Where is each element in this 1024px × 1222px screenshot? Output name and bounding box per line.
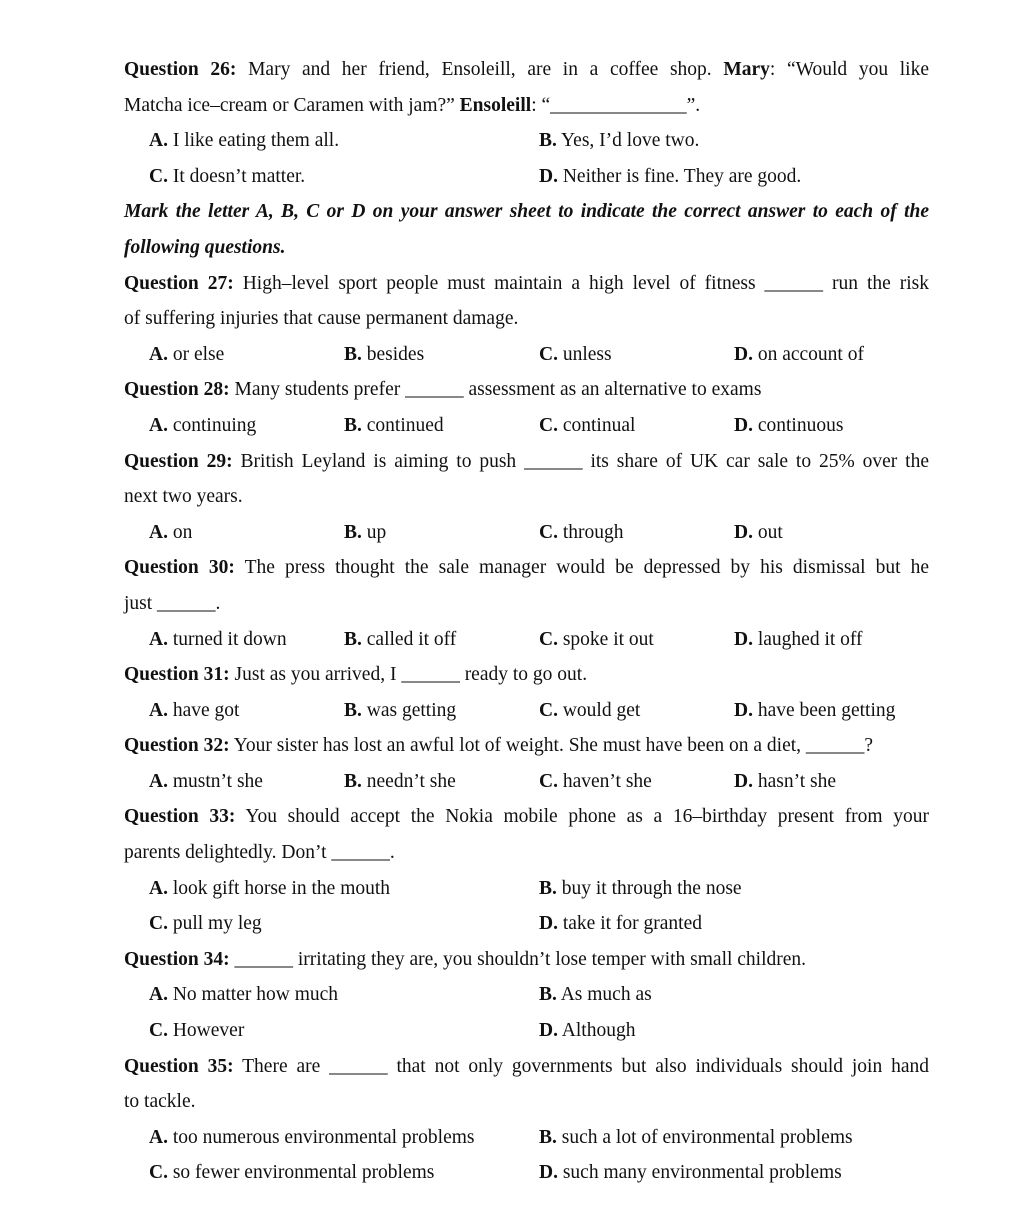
answer-option[interactable] (539, 408, 734, 444)
answer-option[interactable] (539, 159, 929, 195)
instruction-line: Mark the letter A, B, C or D on your answer sheet to indicate the correct answer to each of the (124, 201, 929, 223)
option-text: look gift horse in the mouth (172, 877, 391, 899)
stem-text: of suffering injuries that cause permanent damage. (124, 308, 519, 330)
option-letter: A. (149, 628, 168, 650)
option-letter: C. (149, 913, 168, 935)
option-text: have got (172, 699, 240, 721)
option-letter: B. (344, 699, 362, 721)
question-stem-continued (124, 479, 929, 515)
option-text: through (562, 521, 624, 543)
options-row (124, 515, 929, 551)
question-number: Question 28: (124, 379, 230, 401)
options-row (124, 977, 929, 1013)
question-block (124, 657, 929, 728)
question-block (124, 799, 929, 941)
option-letter: A. (149, 414, 168, 436)
question-stem (124, 266, 929, 302)
answer-option[interactable] (734, 693, 929, 729)
option-letter: C. (149, 1020, 168, 1042)
option-letter: C. (539, 414, 558, 436)
option-text: such a lot of environmental problems (561, 1126, 853, 1148)
question-stem-continued (124, 835, 929, 871)
answer-option[interactable] (539, 871, 929, 907)
options-row (124, 408, 929, 444)
options-row (124, 1155, 929, 1191)
option-text: turned it down (172, 628, 287, 650)
question-stem (124, 942, 929, 978)
option-text: so fewer environmental problems (172, 1162, 435, 1184)
answer-option[interactable] (539, 123, 929, 159)
answer-option[interactable] (734, 515, 929, 551)
option-text: Although (561, 1020, 636, 1042)
option-text: or else (172, 343, 225, 365)
instruction-line: following questions. (124, 236, 286, 258)
stem-text: You should accept the Nokia mobile phone as a 16–birthday present from your (235, 806, 929, 828)
question-number: Question 29: (124, 450, 233, 472)
answer-option[interactable] (734, 337, 929, 373)
question-block (124, 942, 929, 1049)
speaker-name: Mary (723, 59, 770, 80)
answer-option[interactable] (149, 515, 344, 551)
option-letter: B. (344, 343, 362, 365)
answer-option[interactable] (344, 337, 539, 373)
question-stem (124, 550, 929, 586)
option-text: continuing (172, 414, 257, 436)
option-text: such many environmental problems (562, 1162, 842, 1184)
answer-option[interactable] (344, 622, 539, 658)
stem-text: just ______. (124, 592, 221, 614)
options-row (124, 1013, 929, 1049)
question-stem (124, 657, 929, 693)
options-row (124, 871, 929, 907)
answer-option[interactable] (539, 764, 734, 800)
option-text: As much as (560, 984, 652, 1006)
options-row (124, 764, 929, 800)
option-text: laughed it off (757, 628, 863, 650)
option-letter: C. (539, 521, 558, 543)
option-letter: A. (149, 984, 168, 1006)
option-text: However (172, 1020, 245, 1042)
option-letter: B. (344, 414, 362, 436)
question-block (124, 372, 929, 443)
option-text: It doesn’t matter. (172, 165, 306, 187)
question-stem-continued (124, 1084, 929, 1120)
option-text: I like eating them all. (172, 130, 340, 152)
answer-option[interactable] (149, 123, 539, 159)
option-letter: A. (149, 877, 168, 899)
question-number: Question 35: (124, 1055, 234, 1077)
question-stem-continued (124, 301, 929, 337)
stem-text: parents delightedly. Don’t ______. (124, 842, 395, 864)
stem-text: British Leyland is aiming to push ______ its share of UK car sale to 25% over the (232, 450, 929, 472)
option-text: continuous (757, 414, 844, 436)
stem-text: Many students prefer ______ assessment as an alternative to exams (229, 379, 762, 401)
question-number: Question 34: (124, 948, 230, 970)
option-letter: C. (149, 165, 168, 187)
option-letter: A. (149, 1126, 168, 1148)
option-text: continual (562, 414, 636, 436)
option-text: Yes, I’d love two. (561, 130, 700, 152)
stem-text: Mary and her friend, Ensoleill, are in a coffee shop. (236, 59, 724, 80)
option-letter: D. (539, 1162, 558, 1184)
options-row (124, 123, 929, 159)
option-letter: B. (344, 521, 362, 543)
question-block (124, 728, 929, 799)
option-letter: D. (734, 770, 753, 792)
question-stem (124, 444, 929, 480)
question-block (124, 550, 929, 657)
option-letter: D. (539, 913, 558, 935)
question-stem-continued (124, 586, 929, 622)
options-row (124, 1120, 929, 1156)
answer-option[interactable] (344, 693, 539, 729)
option-letter: C. (539, 699, 558, 721)
question-block (124, 266, 929, 373)
option-text: called it off (366, 628, 457, 650)
option-letter: A. (149, 521, 168, 543)
answer-option[interactable] (149, 337, 344, 373)
question-number: Question 30: (124, 557, 235, 579)
answer-option[interactable] (149, 159, 539, 195)
option-text: spoke it out (562, 628, 654, 650)
option-text: unless (562, 343, 612, 365)
option-text: have been getting (757, 699, 896, 721)
answer-option[interactable] (734, 764, 929, 800)
answer-option[interactable] (539, 622, 734, 658)
option-text: Neither is fine. They are good. (562, 165, 802, 187)
stem-text: There are ______ that not only governments but also individuals should join hand (233, 1055, 929, 1077)
question-stem-continued (124, 88, 929, 124)
options-row (124, 337, 929, 373)
options-row (124, 693, 929, 729)
option-text: too numerous environmental problems (172, 1126, 475, 1148)
option-letter: A. (149, 699, 168, 721)
answer-option[interactable] (539, 1013, 929, 1049)
option-letter: B. (344, 770, 362, 792)
option-letter: C. (149, 1162, 168, 1184)
answer-option[interactable] (149, 764, 344, 800)
question-stem (124, 799, 929, 835)
question-stem (124, 728, 929, 764)
answer-option[interactable] (539, 977, 929, 1013)
answer-option[interactable] (149, 1120, 539, 1156)
answer-option[interactable] (539, 515, 734, 551)
option-text: haven’t she (562, 770, 652, 792)
option-text: was getting (366, 699, 457, 721)
question-number: Question 31: (124, 664, 230, 686)
option-letter: B. (539, 877, 557, 899)
option-letter: C. (539, 343, 558, 365)
question-block (124, 444, 929, 551)
option-letter: C. (539, 770, 558, 792)
option-text: would get (562, 699, 641, 721)
answer-option[interactable] (344, 764, 539, 800)
option-text: needn’t she (366, 770, 456, 792)
answer-option[interactable] (149, 1155, 539, 1191)
answer-option[interactable] (344, 408, 539, 444)
options-row (124, 622, 929, 658)
option-letter: A. (149, 770, 168, 792)
option-text: out (757, 521, 783, 543)
option-text: mustn’t she (172, 770, 263, 792)
option-text: besides (366, 343, 425, 365)
answer-option[interactable] (149, 1013, 539, 1049)
stem-text: next two years. (124, 486, 243, 508)
option-letter: B. (344, 628, 362, 650)
stem-text: Your sister has lost an awful lot of weight. She must have been on a diet, ______? (229, 735, 874, 757)
answer-option[interactable] (344, 515, 539, 551)
stem-text: ______ irritating they are, you shouldn’t lose temper with small children. (229, 948, 807, 970)
answer-option[interactable] (539, 1155, 929, 1191)
answer-option[interactable] (539, 1120, 929, 1156)
question-block (124, 52, 929, 194)
question-stem (124, 1049, 929, 1085)
option-letter: D. (734, 414, 753, 436)
question-number: Question 27: (124, 272, 234, 294)
option-letter: B. (539, 1126, 557, 1148)
option-letter: D. (734, 628, 753, 650)
answer-option[interactable] (734, 408, 929, 444)
stem-text: The press thought the sale manager would be depressed by his dismissal but he (234, 557, 929, 579)
option-text: on (172, 521, 193, 543)
speaker-name: Ensoleill (459, 94, 532, 116)
answer-option[interactable] (149, 408, 344, 444)
stem-text: : “Would you like (769, 59, 929, 80)
answer-option[interactable] (539, 337, 734, 373)
options-row (124, 159, 929, 195)
question-list (124, 52, 929, 1191)
option-text: hasn’t she (757, 770, 837, 792)
stem-text: Matcha ice–cream or Caramen with jam?” (124, 94, 460, 116)
answer-option[interactable] (149, 977, 539, 1013)
option-text: on account of (757, 343, 864, 365)
option-letter: D. (539, 1020, 558, 1042)
question-number: Question 33: (124, 806, 236, 828)
option-letter: B. (539, 984, 557, 1006)
answer-option[interactable] (149, 622, 344, 658)
stem-text: : “______________”. (531, 94, 701, 116)
option-letter: D. (734, 699, 753, 721)
option-text: take it for granted (562, 913, 702, 935)
option-letter: A. (149, 130, 168, 152)
option-letter: A. (149, 343, 168, 365)
stem-text: to tackle. (124, 1091, 196, 1113)
answer-option[interactable] (149, 693, 344, 729)
question-number: Question 26: (124, 59, 237, 80)
option-letter: D. (734, 521, 753, 543)
option-letter: C. (539, 628, 558, 650)
answer-option[interactable] (539, 906, 929, 942)
option-text: up (366, 521, 387, 543)
option-letter: D. (734, 343, 753, 365)
option-letter: D. (539, 165, 558, 187)
answer-option[interactable] (539, 693, 734, 729)
answer-option[interactable] (149, 871, 539, 907)
answer-option[interactable] (149, 906, 539, 942)
question-number: Question 32: (124, 735, 230, 757)
stem-text: High–level sport people must maintain a high level of fitness ______ run the risk (233, 272, 930, 294)
option-text: pull my leg (172, 913, 262, 935)
options-row (124, 906, 929, 942)
option-text: continued (366, 414, 444, 436)
question-block (124, 1049, 929, 1191)
option-letter: B. (539, 130, 557, 152)
option-text: No matter how much (172, 984, 339, 1006)
question-stem (124, 372, 929, 408)
question-stem (124, 52, 929, 88)
answer-option[interactable] (734, 622, 929, 658)
stem-text: Just as you arrived, I ______ ready to go out. (229, 664, 588, 686)
option-text: buy it through the nose (561, 877, 742, 899)
